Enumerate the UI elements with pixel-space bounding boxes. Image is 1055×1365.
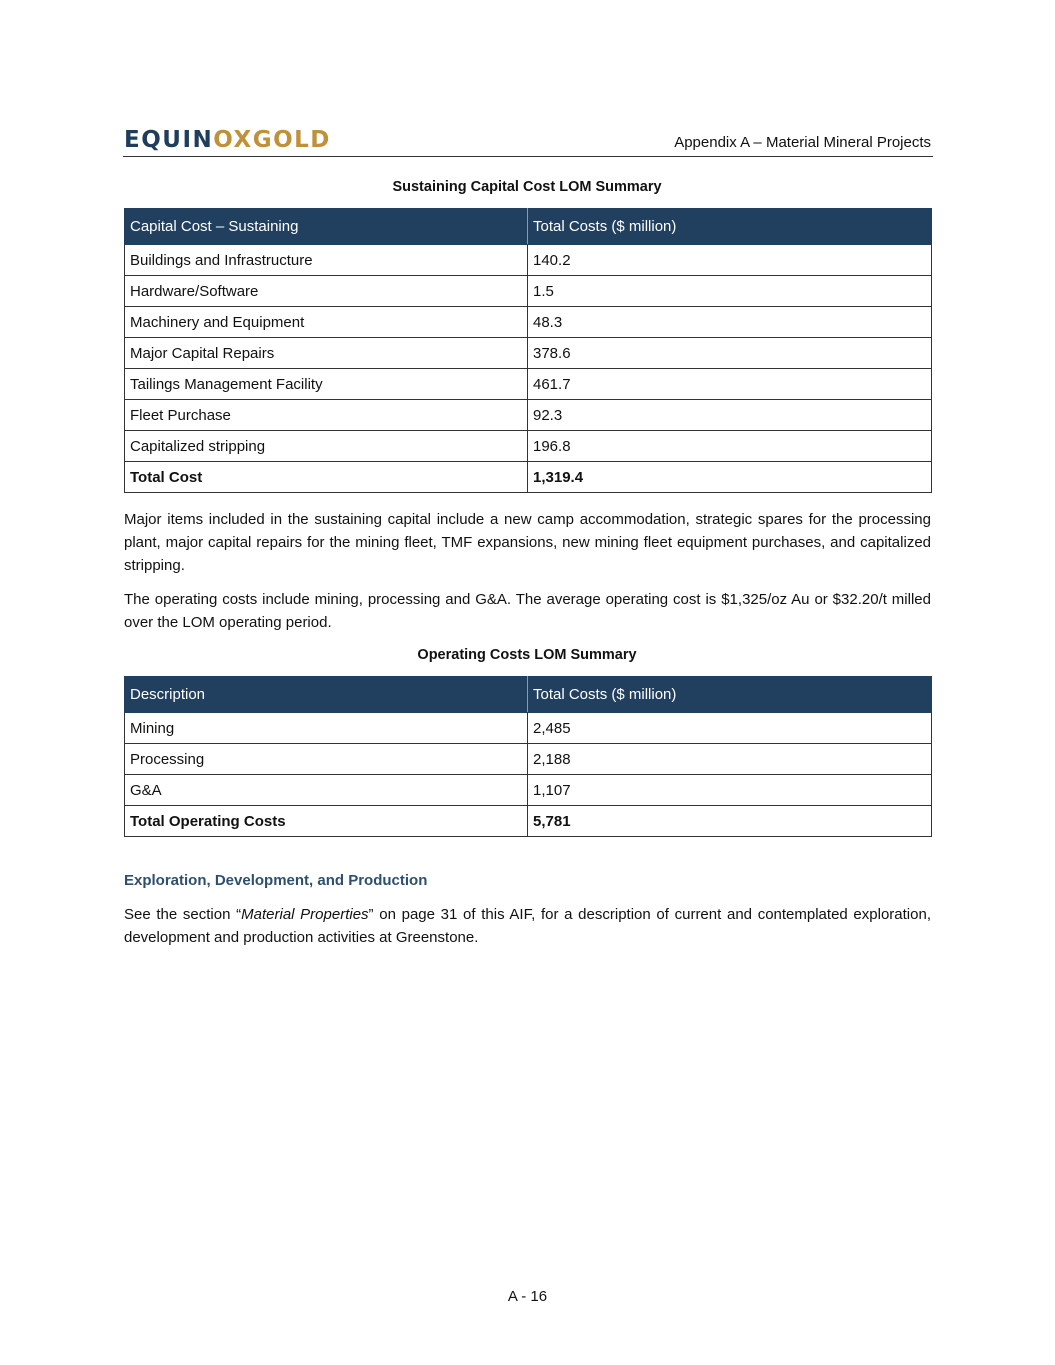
table-row — [125, 713, 932, 744]
text-segment: See the section “ — [124, 906, 242, 923]
table-cell: 2,188 — [528, 744, 932, 775]
table-row — [125, 775, 932, 806]
table-cell: 140.2 — [528, 245, 932, 276]
sustaining-capital-table — [124, 208, 932, 493]
table-cell: Tailings Management Facility — [125, 369, 528, 400]
table-header-row — [125, 209, 932, 245]
total-value: 1,319.4 — [528, 462, 932, 493]
table-row — [125, 431, 932, 462]
column-header: Total Costs ($ million) — [528, 209, 932, 245]
logo-text-part1: EQUIN — [124, 127, 214, 153]
equinox-gold-logo — [124, 127, 331, 153]
sustaining-table-caption: Sustaining Capital Cost LOM Summary — [392, 179, 662, 195]
table-cell: 48.3 — [528, 307, 932, 338]
total-label: Total Cost — [125, 462, 528, 493]
text-segment: ” on page 31 of this AIF, for a description of current and contemplated exploration, development and production activities at Greenstone. — [124, 906, 931, 946]
table-cell: Processing — [125, 744, 528, 775]
italic-reference: Material Properties — [241, 906, 369, 923]
paragraph-exploration — [124, 903, 931, 949]
table-cell: 378.6 — [528, 338, 932, 369]
table-cell: Machinery and Equipment — [125, 307, 528, 338]
paragraph-operating-costs: The operating costs include mining, processing and G&A. The average operating cost is $1,325/oz Au or $32.20/t milled over the LOM operating period. — [124, 591, 931, 631]
table-cell: Fleet Purchase — [125, 400, 528, 431]
column-header: Capital Cost – Sustaining — [125, 209, 528, 245]
paragraph-sustaining-capital: Major items included in the sustaining capital include a new camp accommodation, strategic spares for the processing plant, major capital repairs for the mining fleet, TMF expansions, new mining fleet equipment purchases, and capitalized stripping. — [124, 511, 931, 574]
table-row — [125, 276, 932, 307]
table-cell: Capitalized stripping — [125, 431, 528, 462]
total-label: Total Operating Costs — [125, 806, 528, 837]
logo-text-part2: OX — [213, 127, 253, 153]
table-cell: Major Capital Repairs — [125, 338, 528, 369]
table-cell: Mining — [125, 713, 528, 744]
operating-table-caption: Operating Costs LOM Summary — [417, 647, 637, 663]
table-row — [125, 400, 932, 431]
table-cell: 461.7 — [528, 369, 932, 400]
operating-costs-table — [124, 676, 932, 837]
column-header: Total Costs ($ million) — [528, 677, 932, 713]
section-heading: Exploration, Development, and Production — [124, 872, 428, 889]
table-total-row — [125, 806, 932, 837]
table-cell: 1,107 — [528, 775, 932, 806]
table-row — [125, 338, 932, 369]
table-row — [125, 744, 932, 775]
table-row — [125, 245, 932, 276]
total-value: 5,781 — [528, 806, 932, 837]
logo-text-part3: GOLD — [252, 127, 331, 153]
table-row — [125, 307, 932, 338]
table-cell: Buildings and Infrastructure — [125, 245, 528, 276]
table-header-row — [125, 677, 932, 713]
table-cell: 92.3 — [528, 400, 932, 431]
table-row — [125, 369, 932, 400]
table-cell: Hardware/Software — [125, 276, 528, 307]
table-cell: G&A — [125, 775, 528, 806]
header-title: Appendix A – Material Mineral Projects — [674, 134, 931, 151]
table-cell: 1.5 — [528, 276, 932, 307]
page-number: A - 16 — [507, 1288, 548, 1305]
table-total-row — [125, 462, 932, 493]
table-cell: 2,485 — [528, 713, 932, 744]
column-header: Description — [125, 677, 528, 713]
table-cell: 196.8 — [528, 431, 932, 462]
page-header — [123, 126, 933, 157]
